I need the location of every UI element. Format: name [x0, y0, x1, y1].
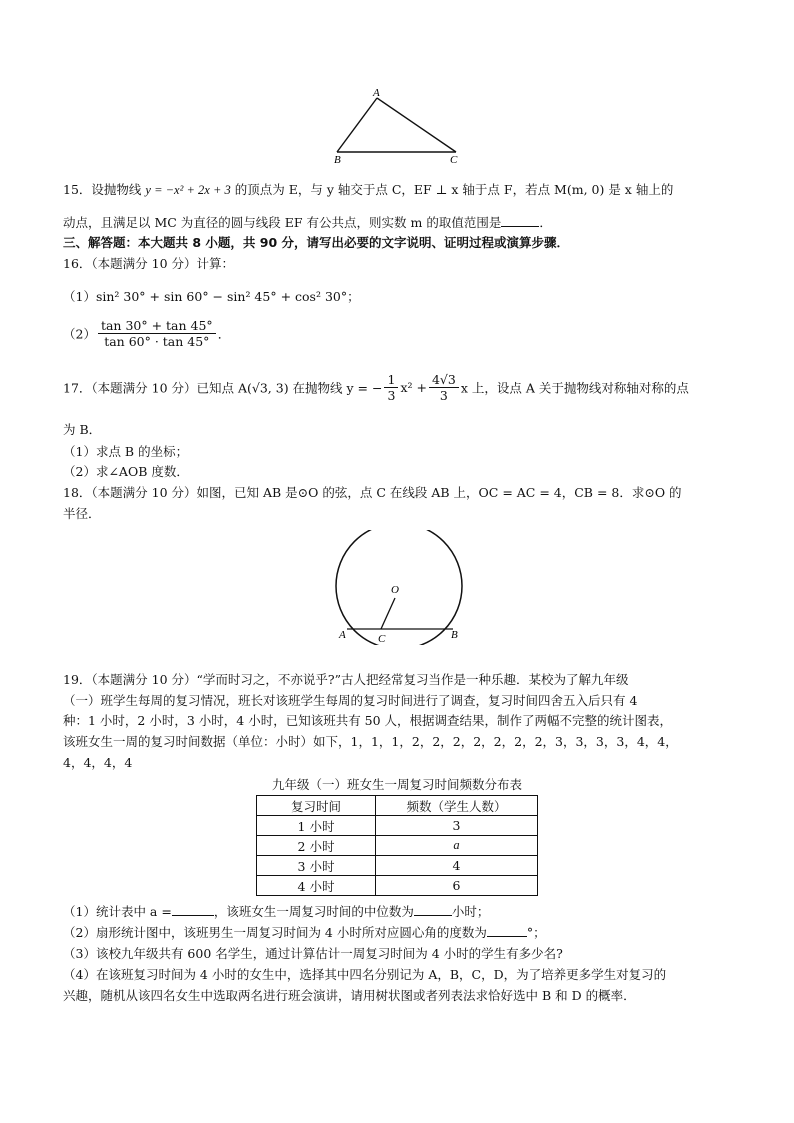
q17-part1: （1）求点 B 的坐标； [63, 444, 189, 459]
triangle-figure [320, 86, 470, 166]
q15-equation: y = −x² + 2x + 3 [145, 183, 231, 197]
q18-line2: 半径． [63, 506, 101, 521]
q16-part2-end: ． [217, 326, 231, 342]
q17-fraction1-denominator: 3 [387, 388, 396, 403]
table-cell-frequency: 3 [376, 816, 538, 836]
q17-line1 [63, 372, 689, 403]
triangle-label-b: B [334, 154, 341, 166]
q19-part2-b: °； [526, 925, 546, 940]
q17-fraction2 [429, 372, 459, 403]
q19-part1-blank-median[interactable] [414, 915, 452, 916]
circle-label-b: B [451, 629, 458, 641]
q17-text-a: 17．（本题满分 10 分）已知点 A(√3, 3) 在抛物线 y = − [63, 380, 383, 396]
q16-part2 [63, 318, 230, 349]
q19-part2 [63, 924, 546, 942]
segment-oc [381, 598, 395, 629]
q17-text-c: x 上，设点 A 关于抛物线对称轴对称的点 [460, 380, 689, 396]
circle-label-a: A [339, 629, 346, 641]
table-cell-time: 3 小时 [257, 856, 376, 876]
circle-figure [325, 530, 475, 645]
q15-answer-blank[interactable] [501, 226, 539, 227]
q19-line5: 4，4，4，4 [63, 755, 133, 770]
q19-part3: （3）该校九年级共有 600 名学生，通过计算估计一周复习时间为 4 小时的学生有多少名? [63, 946, 563, 961]
q19-frequency-table [256, 795, 538, 896]
table-cell-time: 4 小时 [257, 876, 376, 896]
triangle-label-a: A [373, 87, 380, 99]
q17-text-b: x² + [400, 380, 427, 395]
q19-part2-blank[interactable] [487, 936, 527, 937]
q19-line2: （一）班学生每周的复习情况，班长对该班学生每周的复习时间进行了调查，复习时间四舍五入后只有 4 [63, 693, 638, 708]
q19-line3: 种：1 小时，2 小时，3 小时，4 小时，已知该班共有 50 人，根据调查结果，制作了两幅不完整的统计图表， [63, 713, 673, 728]
q19-part1-blank-a[interactable] [172, 915, 214, 916]
q16-part2-numerator: tan 30° + tan 45° [98, 318, 216, 334]
q16-part2-denominator: tan 60° · tan 45° [104, 334, 210, 349]
table-cell-frequency: 6 [376, 876, 538, 896]
q15-line1-a: 15．设抛物线 [63, 182, 146, 197]
q17-fraction1-numerator: 1 [384, 372, 398, 388]
q15-line2-end: ． [539, 215, 552, 230]
circle-o [336, 530, 462, 645]
table-cell-time: 1 小时 [257, 816, 376, 836]
q15-line1-b: 的顶点为 E，与 y 轴交于点 C，EF ⊥ x 轴于点 F，若点 M(m, 0) 是 x 轴上的 [230, 182, 674, 197]
q19-part2-a: （2）扇形统计图中，该班男生一周复习时间为 4 小时所对应圆心角的度数为 [63, 925, 487, 940]
q18-line1: 18．（本题满分 10 分）如图，已知 AB 是⊙O 的弦，点 C 在线段 AB 上，OC = AC = 4，CB = 8．求⊙O 的 [63, 485, 682, 500]
circle-label-o: O [391, 584, 399, 596]
table-row [257, 836, 538, 856]
q15-line2-text: 动点，且满足以 MC 为直径的圆与线段 EF 有公共点，则实数 m 的取值范围是 [63, 215, 502, 230]
triangle-label-c: C [450, 154, 458, 166]
section3-heading: 三、解答题：本大题共 8 小题，共 90 分，请写出必要的文字说明、证明过程或演算步骤． [63, 235, 570, 250]
q15-line2 [63, 214, 552, 232]
table-row [257, 856, 538, 876]
table-header-row [257, 796, 538, 816]
q16-part1: （1）sin² 30° + sin 60° − sin² 45° + cos² 30°； [63, 289, 360, 304]
table-cell-frequency: a [376, 836, 538, 856]
q19-part4-line2: 兴趣，随机从该四名女生中选取两名进行班会演讲，请用树状图或者列表法求恰好选中 B 和 D 的概率． [63, 988, 636, 1003]
q17-fraction2-denominator: 3 [439, 388, 448, 403]
q16-head: 16．（本题满分 10 分）计算： [63, 256, 235, 271]
q19-part1-c: 小时； [451, 904, 490, 919]
q17-part2: （2）求∠AOB 度数． [63, 464, 189, 479]
q16-part2-fraction [98, 318, 216, 349]
table-cell-frequency: 4 [376, 856, 538, 876]
table-header-frequency: 频数（学生人数） [376, 796, 538, 816]
q17-line2: 为 B． [63, 422, 102, 437]
q19-part1-a: （1）统计表中 a = [63, 904, 172, 919]
triangle-side-ab [337, 98, 377, 152]
table-header-time: 复习时间 [257, 796, 376, 816]
q19-table-title: 九年级（一）班女生一周复习时间频数分布表 [271, 777, 522, 792]
q16-part2-label: （2） [63, 326, 96, 342]
table-row [257, 876, 538, 896]
q19-part4-line1: （4）在该班复习时间为 4 小时的女生中，选择其中四名分别记为 A，B，C，D，为了培养更多学生对复习的 [63, 967, 667, 982]
q15-line1 [63, 181, 673, 199]
q19-part1 [63, 903, 489, 921]
q19-part1-b: ，该班女生一周复习时间的中位数为 [213, 904, 414, 919]
table-cell-time: 2 小时 [257, 836, 376, 856]
q17-fraction1 [384, 372, 398, 403]
q19-line4: 该班女生一周的复习时间数据（单位：小时）如下，1，1，1，2，2，2，2，2，2，2，3，3，3，3，4，4， [63, 734, 678, 749]
table-row [257, 816, 538, 836]
triangle-side-ac [377, 98, 456, 152]
circle-label-c: C [378, 633, 386, 645]
q19-line1: 19．（本题满分 10 分）“学而时习之，不亦说乎?”古人把经常复习当作是一种乐趣．某校为了解九年级 [63, 672, 629, 687]
q17-fraction2-numerator: 4√3 [429, 372, 459, 388]
